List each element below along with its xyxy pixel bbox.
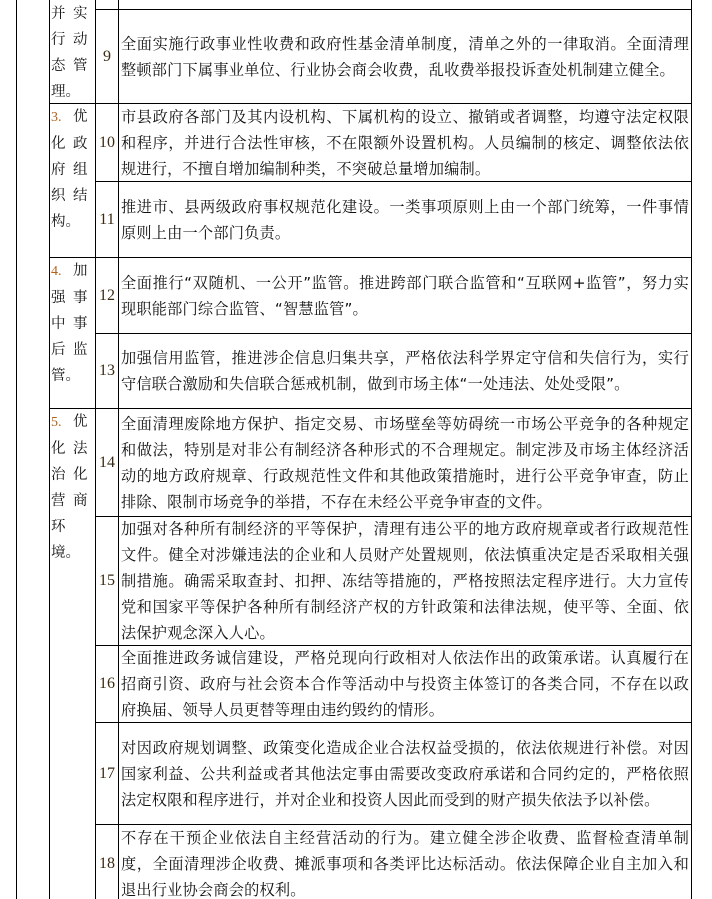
row-number: 9 — [103, 47, 111, 65]
row-text: 市县政府各部门及其内设机构、下属机构的设立、撤销或者调整，均遵守法定权限和程序，并进行合法性审核，不在限额外设置机构。人员编制的核定、调整依法依规进行，不擅自增加编制种类，不突破总量增加编制。 — [121, 107, 689, 178]
section-label: 5. 优 化 法 治 化 营 商 环 境。 — [50, 409, 95, 899]
row-text: 不存在干预企业依法自主经营活动的行为。建立健全涉企收费、监督检查清单制度，全面清理涉企收费、摊派事项和各类评比达标活动。依法保障企业自主加入和退出行业协会商会的权利。 — [121, 829, 689, 899]
row-number: 12 — [99, 286, 115, 304]
row-text: 加强对各种所有制经济的平等保护，清理有违公平的地方政府规章或者行政规范性文件。健全对涉嫌违法的企业和人员财产处置规则，依法慎重决定是否采取相关强制措施。确需采取查封、扣押、冻结等措施的，严格按照法定程序进行。大力宣传党和国家平等保护各种所有制经济产权的方针政策和法律法规，使平等、全面、依法保护观念深入人心。 — [121, 520, 689, 642]
section-number: 5. — [51, 415, 62, 430]
table-border-col3 — [118, 0, 119, 899]
row-number: 11 — [99, 210, 115, 228]
row-text: 加强信用监管，推进涉企信息归集共享，严格依法科学界定守信和失信行为，实行守信联合激励和失信联合惩戒机制，做到市场主体“一处违法、处处受限”。 — [121, 349, 689, 393]
section-number: 3. — [51, 110, 62, 125]
row-number: 13 — [99, 362, 115, 379]
section-label: 4. 加 强 事 中 事 后 监 管。 — [50, 258, 95, 408]
section-label: 3. 优 化 政 府 组 织 结 构。 — [50, 104, 95, 257]
row-text: 对因政府规划调整、政策变化造成企业合法权益受损的，依法依规进行补偿。对因国家利益、公共利益或者其他法定事由需要改变政府承诺和合同约定的，严格依照法定权限和程序进行，并对企业和投资人因此而受到的财产损失依法予以补偿。 — [121, 738, 689, 809]
section-label: 并 实 行 动 态 管 理。 — [51, 6, 88, 100]
row-text: 全面清理废除地方保护、指定交易、市场壁垒等妨碍统一市场公平竞争的各种规定和做法，特别是对非公有制经济各种形式的不合理规定。制定涉及市场主体经济活动的地方政府规章、行政规范性文件和其他政策措施时，进行公平竞争审查，防止排除、限制市场竞争的举措，不存在未经公平竞争审查的文件。 — [121, 414, 689, 511]
table-border-left — [16, 0, 17, 899]
row-text: 全面实施行政事业性收费和政府性基金清单制度，清单之外的一律取消。全面清理整顿部门下属事业单位、行业协会商会收费，乱收费举报投诉查处机制建立健全。 — [121, 34, 689, 79]
row-number: 17 — [99, 764, 115, 782]
row-number: 18 — [99, 855, 115, 872]
row-number: 16 — [99, 675, 115, 692]
row-text: 全面推行“双随机、一公开”监管。推进跨部门联合监管和“互联网+监管”，努力实现职能部门综合监管、“智慧监管”。 — [121, 273, 689, 318]
row-number: 10 — [99, 133, 115, 151]
row-text: 全面推进政务诚信建设，严格兑现向行政相对人依法作出的政策承诺。认真履行在招商引资、政府与社会资本合作等活动中与投资主体签订的各类合同，不存在以政府换届、领导人员更替等理由违约毁约的情形。 — [121, 649, 689, 719]
row-text: 推进市、县两级政府事权规范化建设。一类事项原则上由一个部门统筹，一件事情原则上由一个部门负责。 — [121, 197, 689, 242]
row-number: 15 — [99, 572, 115, 589]
section-number: 4. — [51, 264, 62, 279]
row-number: 14 — [99, 453, 115, 471]
